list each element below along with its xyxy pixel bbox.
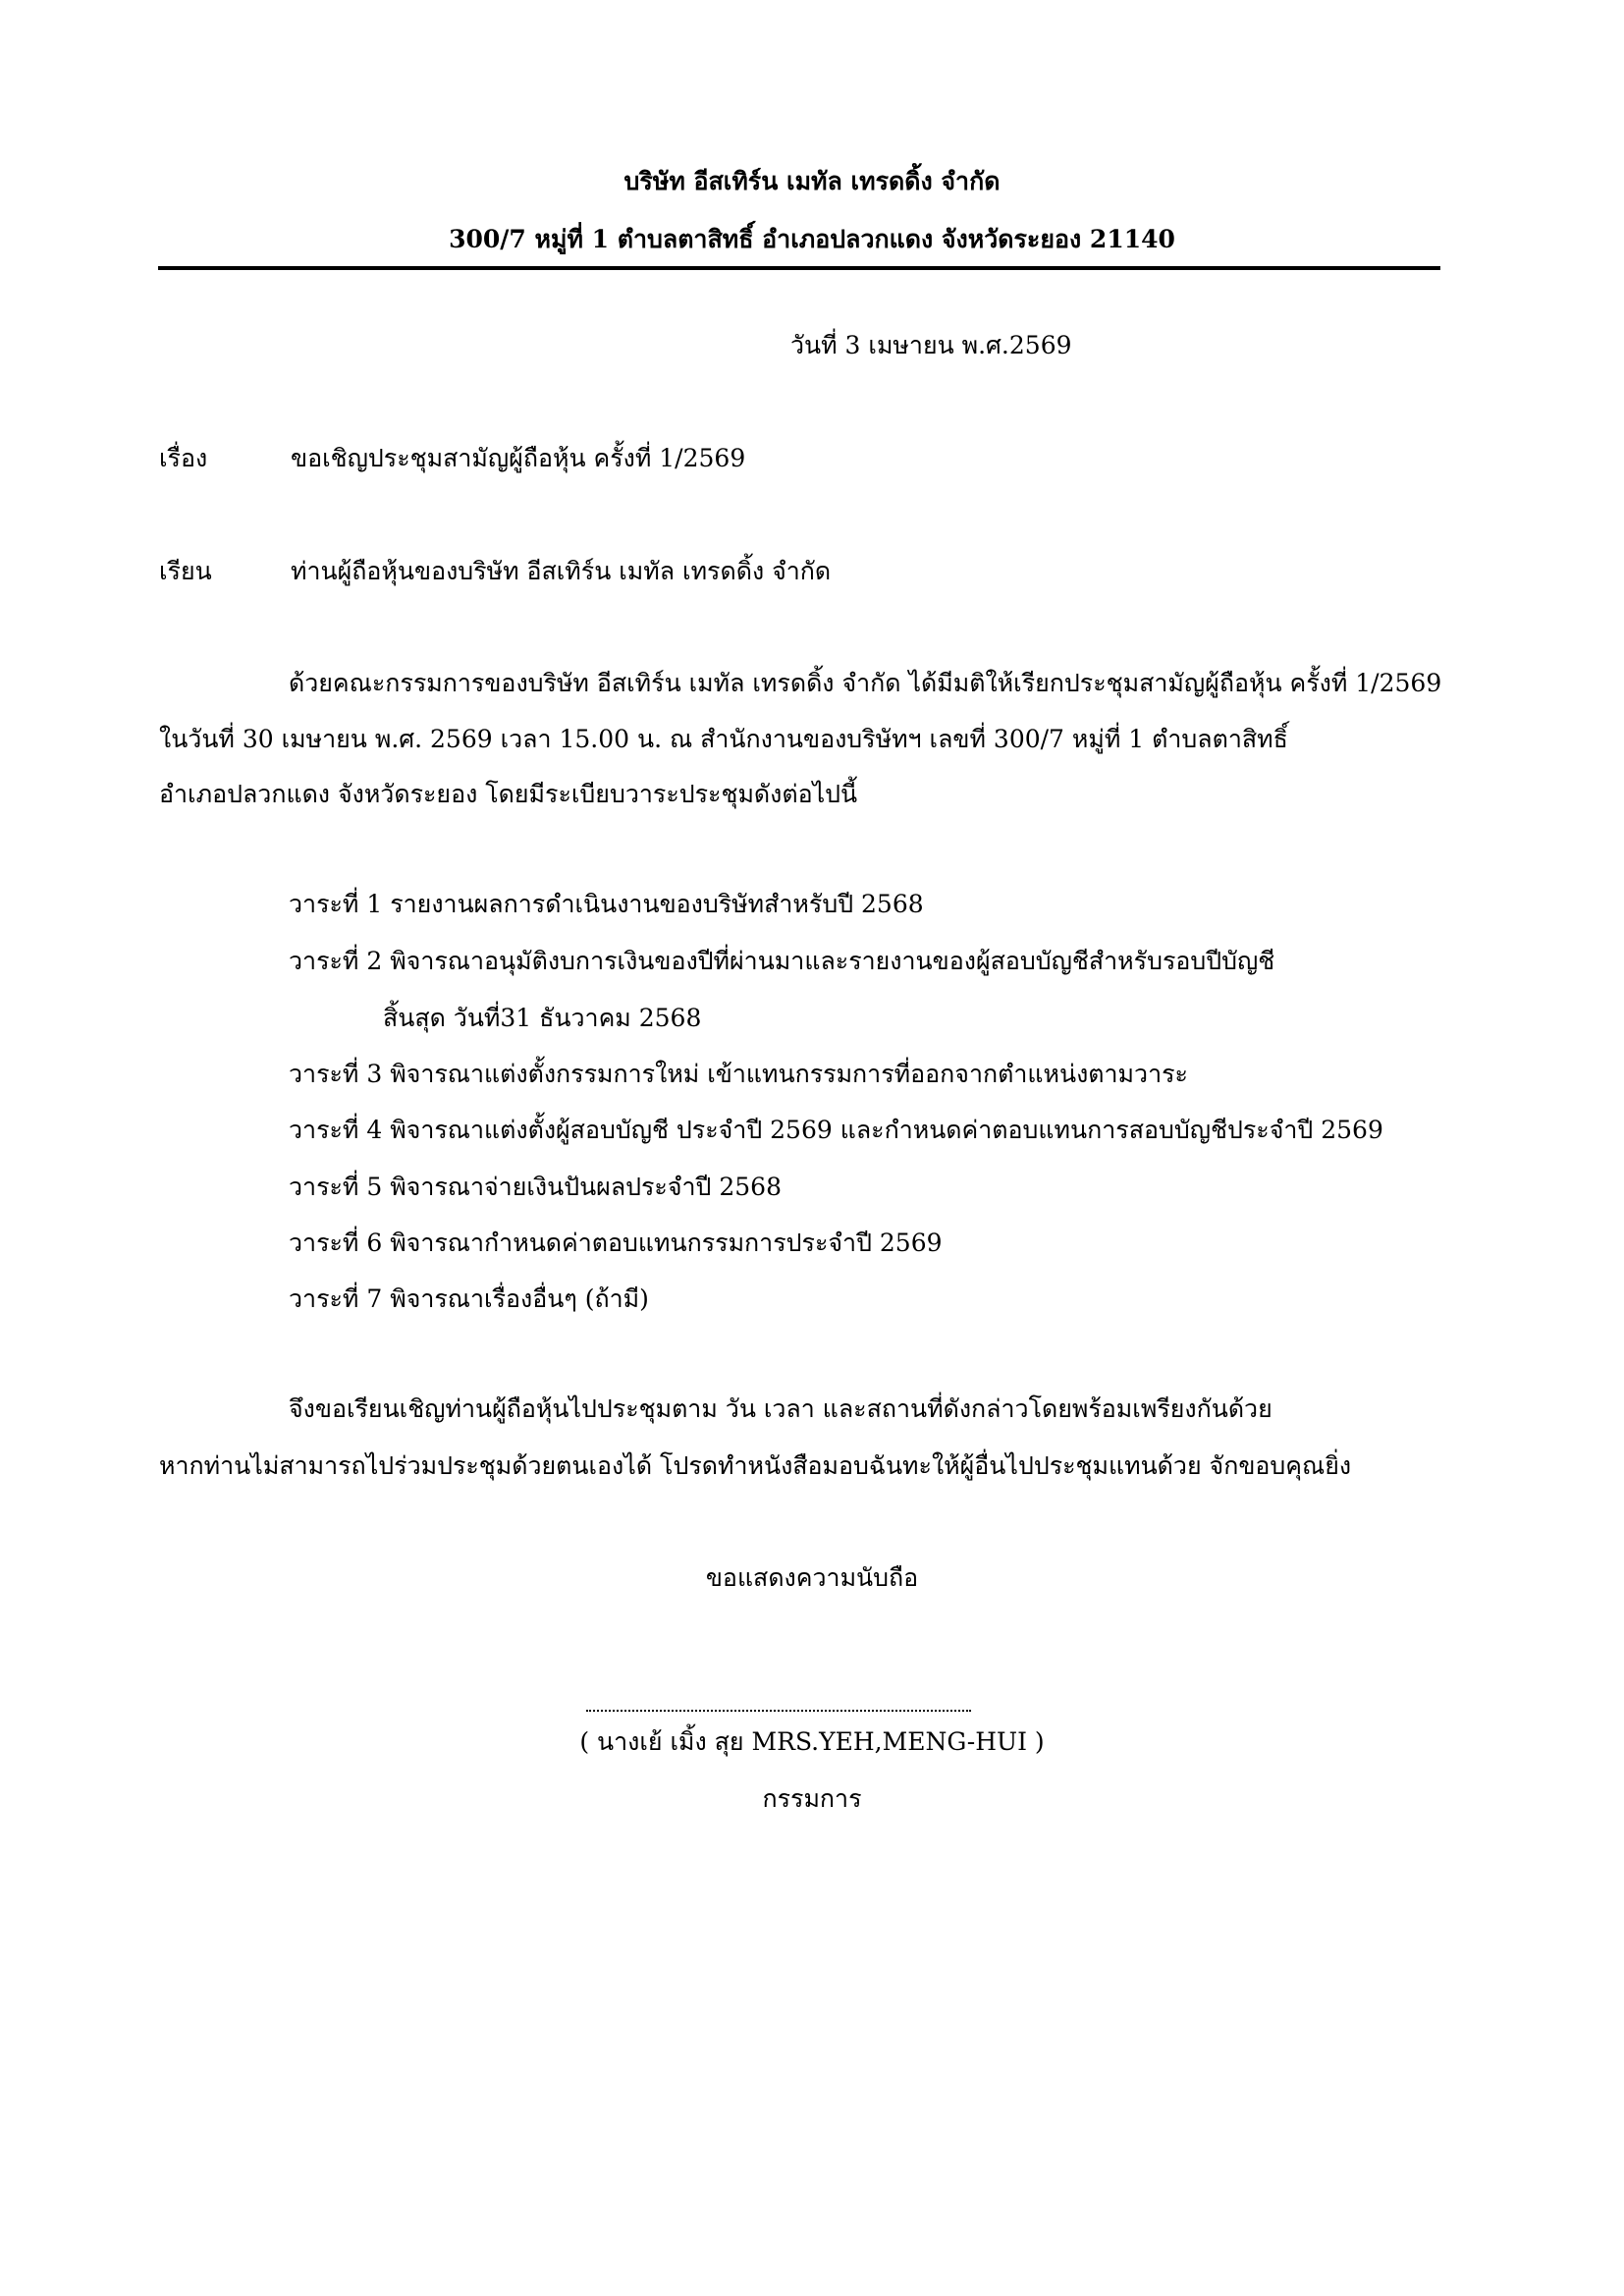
closing-line: หากท่านไม่สามารถไปร่วมประชุมด้วยตนเองได้ โปรดทำหนังสือมอบฉันทะให้ผู้อื่นไปประชุมแทนด้วย จักขอบคุณยิ่ง [159, 1451, 1352, 1480]
agenda-item: วาระที่ 1 รายงานผลการดำเนินงานของบริษัทสำหรับปี 2568 [289, 890, 924, 918]
closing-line: จึงขอเรียนเชิญท่านผู้ถือหุ้นไปประชุมตาม วัน เวลา และสถานที่ดังกล่าวโดยพร้อมเพรียงกันด้วย [289, 1394, 1272, 1423]
signatory-name: ( นางเย้ เมิ้ง สุย MRS.YEH,MENG-HUI ) [579, 1727, 1045, 1756]
agenda-item: วาระที่ 7 พิจารณาเรื่องอื่นๆ (ถ้ามี) [289, 1285, 649, 1313]
recipient-label: เรียน [159, 557, 212, 585]
company-name: บริษัท อีสเทิร์น เมทัล เทรดดิ้ง จำกัด [623, 167, 1001, 195]
salutation: ขอแสดงความนับถือ [705, 1563, 919, 1592]
company-address: 300/7 หมู่ที่ 1 ตำบลตาสิทธิ์ อำเภอปลวกแดง จังหวัดระยอง 21140 [449, 225, 1175, 253]
agenda-item: วาระที่ 2 พิจารณาอนุมัติงบการเงินของปีที่ผ่านมาและรายงานของผู้สอบบัญชีสำหรับรอบปีบัญชี [289, 947, 1275, 975]
agenda-item: วาระที่ 5 พิจารณาจ่ายเงินปันผลประจำปี 2568 [289, 1173, 782, 1201]
agenda-item-continuation: สิ้นสุด วันที่31 ธันวาคม 2568 [383, 1004, 702, 1032]
agenda-item: วาระที่ 3 พิจารณาแต่งตั้งกรรมการใหม่ เข้าแทนกรรมการที่ออกจากตำแหน่งตามวาระ [289, 1060, 1188, 1088]
recipient-text: ท่านผู้ถือหุ้นของบริษัท อีสเทิร์น เมทัล เทรดดิ้ง จำกัด [291, 557, 832, 585]
agenda-item: วาระที่ 4 พิจารณาแต่งตั้งผู้สอบบัญชี ประจำปี 2569 และกำหนดค่าตอบแทนการสอบบัญชีประจำปี 2569 [289, 1116, 1383, 1144]
signatory-title: กรรมการ [762, 1784, 862, 1813]
header-divider [158, 266, 1440, 270]
intro-line: ในวันที่ 30 เมษายน พ.ศ. 2569 เวลา 15.00 น. ณ สำนักงานของบริษัทฯ เลขที่ 300/7 หมู่ที่ 1 ตำบลตาสิทธิ์ [159, 725, 1288, 753]
subject-text: ขอเชิญประชุมสามัญผู้ถือหุ้น ครั้งที่ 1/2569 [291, 444, 746, 472]
signature-line [586, 1710, 971, 1712]
intro-line: อำเภอปลวกแดง จังหวัดระยอง โดยมีระเบียบวาระประชุมดังต่อไปนี้ [159, 780, 858, 808]
letter-date: วันที่ 3 เมษายน พ.ศ.2569 [790, 331, 1072, 359]
subject-label: เรื่อง [159, 444, 208, 472]
intro-line: ด้วยคณะกรรมการของบริษัท อีสเทิร์น เมทัล เทรดดิ้ง จำกัด ได้มีมติให้เรียกประชุมสามัญผู้ถือหุ้น ครั้งที่ 1/2569 [289, 669, 1442, 697]
agenda-item: วาระที่ 6 พิจารณากำหนดค่าตอบแทนกรรมการประจำปี 2569 [289, 1229, 943, 1257]
